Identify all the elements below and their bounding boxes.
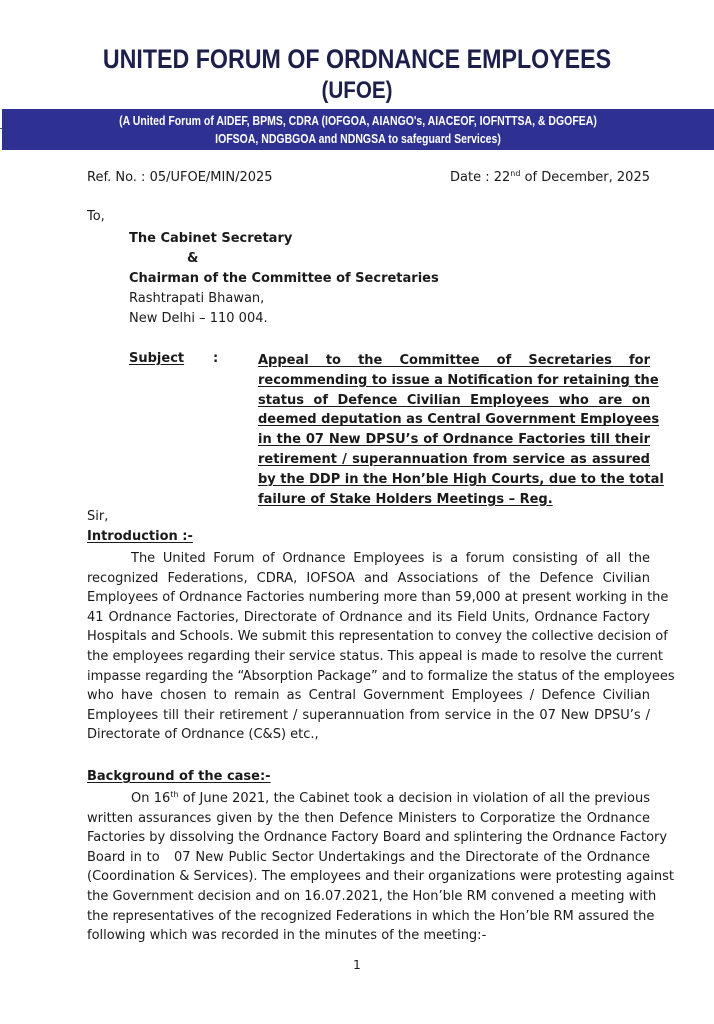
subject-text [258,351,664,509]
paragraph-line: 41 Ordnance Factories, Directorate of Ordnance and its Field Units, Ordnance Factory [87,609,650,625]
letterhead-title: UNITED FORUM OF ORDNANCE EMPLOYEES [102,44,612,74]
date-suffix: of December, 2025 [520,170,650,185]
subject-line: by the DDP in the Hon’ble High Courts, due to the total [258,471,664,487]
addressee-line-1: The Cabinet Secretary [129,231,293,246]
letterhead-banner [2,109,714,150]
subject-line: in the 07 New DPSU’s of Ordnance Factories till their [258,432,650,448]
background-paragraph [87,789,675,946]
introduction-paragraph [87,549,675,745]
salutation: Sir, [87,509,109,524]
paragraph-line: impasse regarding the “Absorption Package” and to formalize the status of the employees [87,668,675,684]
page-number: 1 [353,958,361,972]
paragraph-line: Board in to 07 New Public Sector Undertakings and the Directorate of the Ordnance [87,849,650,865]
paragraph-line: written assurances given by the then Defence Ministers to Corporatize the Ordnance [87,810,650,826]
subject-line: retirement / superannuation from service as assured [258,451,650,467]
letterhead-acronym: (UFOE) [321,77,393,104]
paragraph-line: the representatives of the recognized Federations in which the Hon’ble RM assured the [87,908,655,924]
paragraph-line: recognized Federations, CDRA, IOFSOA and Associations of the Defence Civilian [87,570,650,586]
paragraph-line: Employees till their retirement / superannuation from service in the 07 New DPSU’s / [87,707,650,723]
ordinal-superscript: th [170,790,179,799]
subject-line: failure of Stake Holders Meetings – Reg. [258,491,553,507]
letter-date [450,170,650,185]
background-heading: Background of the case:- [87,769,271,784]
paragraph-line: the Government decision and on 16.07.2021, the Hon’ble RM convened a meeting with [87,888,657,904]
subject-line: deemed deputation as Central Government Employees [258,412,660,428]
introduction-heading: Introduction :- [87,529,193,544]
paragraph-line: following which was recorded in the minutes of the meeting:- [87,928,487,944]
date-superscript: nd [510,169,521,178]
paragraph-line: who have chosen to remain as Central Government Employees / Defence Civilian [87,688,650,704]
to-label: To, [87,209,105,224]
paragraph-line: (Coordination & Services). The employees and their organizations were protesting against [87,869,675,885]
subject-colon: : [213,351,219,366]
addressee-line-5: New Delhi – 110 004. [129,311,268,326]
subject-label: Subject [129,351,185,366]
banner-line-2: IOFSOA, NDGBGOA and NDNGSA to safeguard Services) [215,132,501,146]
reference-number: Ref. No. : 05/UFOE/MIN/2025 [87,170,273,185]
paragraph-line: The United Forum of Ordnance Employees is a forum consisting of all the [131,551,650,566]
addressee-line-4: Rashtrapati Bhawan, [129,291,265,306]
paragraph-line: the employees regarding their service status. This appeal is made to resolve the current [87,648,663,664]
addressee-line-3: Chairman of the Committee of Secretaries [129,271,439,286]
paragraph-line: Factories by dissolving the Ordnance Factory Board and splintering the Ordnance Factory [87,830,668,846]
paragraph-line: Hospitals and Schools. We submit this representation to convey the collective decision of [87,629,668,645]
subject-line: recommending to issue a Notification for retaining the [258,372,659,388]
line-suffix: of June 2021, the Cabinet took a decision in violation of all the previous [178,791,651,806]
subject-line: Appeal to the Committee of Secretaries for [258,353,650,368]
line-prefix: On 16 [131,791,171,806]
date-prefix: Date : 22 [450,170,511,185]
addressee-ampersand: & [187,251,199,266]
subject-line: status of Defence Civilian Employees who are on [258,392,650,408]
banner-line-1: (A United Forum of AIDEF, BPMS, CDRA (IOFGOA, AIANGO's, AIACEOF, IOFNTTSA, & DGOFEA) [119,114,597,128]
paragraph-line [87,789,650,809]
paragraph-line: Employees of Ordnance Factories numbering more than 59,000 at present working in the [87,590,669,606]
paragraph-line: Directorate of Ordnance (C&S) etc., [87,727,319,743]
